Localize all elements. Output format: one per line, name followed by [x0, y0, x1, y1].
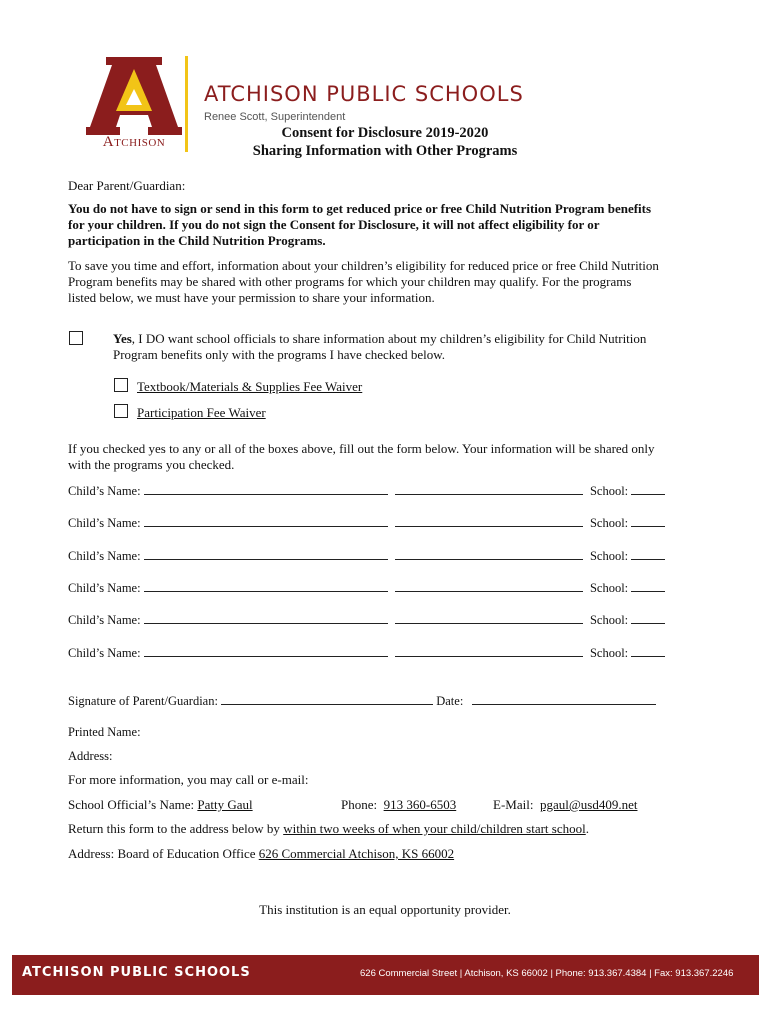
phone-label: Phone:	[341, 797, 378, 812]
school-field[interactable]	[631, 611, 665, 624]
child-row-3	[68, 547, 668, 564]
more-info-text: For more information, you may call or e-mail:	[68, 772, 309, 787]
instruction-line-2: with the programs you checked.	[68, 457, 235, 472]
child-name-field[interactable]	[144, 514, 388, 527]
email-label: E-Mail:	[493, 797, 534, 812]
email-row	[493, 797, 637, 814]
child-name-field[interactable]	[144, 644, 388, 657]
date-label: Date:	[436, 694, 464, 708]
school-label: School:	[589, 646, 629, 660]
intro-line-3: listed below, we must have your permission to share your information.	[68, 290, 435, 305]
consent-checkbox[interactable]	[69, 331, 83, 345]
intro-line-2: Program benefits may be shared with other programs for which your children may qualify. For the programs	[68, 274, 632, 289]
child-name-label: Child’s Name:	[68, 549, 141, 563]
form-subtitle: Sharing Information with Other Programs	[252, 143, 518, 159]
notice-line-3: participation in the Child Nutrition Programs.	[68, 233, 326, 248]
salutation: Dear Parent/Guardian:	[68, 178, 186, 193]
official-name: Patty Gaul	[197, 797, 253, 812]
child-extra-field[interactable]	[395, 579, 583, 592]
child-extra-field[interactable]	[395, 611, 583, 624]
school-field[interactable]	[631, 547, 665, 560]
address-link: 626 Commercial Atchison, KS 66002	[258, 846, 455, 861]
participation-waiver-checkbox[interactable]	[114, 404, 128, 418]
child-row-4	[68, 579, 668, 596]
superintendent: Renee Scott, Superintendent	[204, 111, 346, 123]
school-label: School:	[589, 581, 629, 595]
logo-caption: Atchison	[102, 134, 166, 150]
notice-line-1: You do not have to sign or send in this form to get reduced price or free Child Nutrition Program benefits	[68, 201, 652, 216]
email-link[interactable]: pgaul@usd409.net	[539, 797, 638, 812]
address-prefix: Address: Board of Education Office	[68, 846, 259, 861]
child-row-6	[68, 644, 668, 661]
notice-line-2: for your children. If you do not sign the Consent for Disclosure, it will not affect eligibility for or	[68, 217, 600, 232]
child-row-2	[68, 514, 668, 531]
school-label: School:	[589, 613, 629, 627]
date-field[interactable]	[472, 692, 656, 705]
child-name-field[interactable]	[144, 611, 388, 624]
official-label	[68, 797, 253, 814]
consent-line-1	[113, 331, 646, 348]
return-suffix: .	[585, 821, 589, 836]
child-name-field[interactable]	[144, 547, 388, 560]
child-name-label: Child’s Name:	[68, 613, 141, 627]
child-name-label: Child’s Name:	[68, 516, 141, 530]
equal-opportunity: This institution is an equal opportunity provider.	[259, 902, 511, 917]
school-field[interactable]	[631, 579, 665, 592]
school-label: School:	[589, 516, 629, 530]
child-extra-field[interactable]	[395, 547, 583, 560]
child-extra-field[interactable]	[395, 644, 583, 657]
child-name-field[interactable]	[144, 579, 388, 592]
child-name-label: Child’s Name:	[68, 646, 141, 660]
school-field[interactable]	[631, 482, 665, 495]
textbook-waiver-label: Textbook/Materials & Supplies Fee Waiver	[137, 379, 363, 394]
return-instruction	[68, 821, 589, 838]
instruction-line-1: If you checked yes to any or all of the boxes above, fill out the form below. Your information will be shared only	[68, 441, 655, 456]
official-label-text: School Official’s Name:	[68, 797, 195, 812]
footer-org-name: ATCHISON PUBLIC SCHOOLS	[22, 965, 251, 980]
intro-line-1: To save you time and effort, information about your children’s eligibility for reduced price or free Child Nutrition	[68, 258, 659, 273]
return-deadline: within two weeks of when your child/children start school	[283, 821, 586, 836]
child-extra-field[interactable]	[395, 514, 583, 527]
child-row-1	[68, 482, 668, 499]
footer-contact: 626 Commercial Street | Atchison, KS 66002 | Phone: 913.367.4384 | Fax: 913.367.2246	[360, 968, 734, 979]
consent-line-2: Program benefits only with the programs I have checked below.	[113, 347, 446, 362]
child-extra-field[interactable]	[395, 482, 583, 495]
org-name: ATCHISON PUBLIC SCHOOLS	[204, 82, 524, 106]
child-row-5	[68, 611, 668, 628]
child-name-field[interactable]	[144, 482, 388, 495]
signature-label: Signature of Parent/Guardian:	[68, 694, 218, 708]
participation-waiver-label: Participation Fee Waiver	[137, 405, 266, 420]
phone-link[interactable]: 913 360-6503	[383, 797, 457, 812]
child-name-label: Child’s Name:	[68, 581, 141, 595]
return-prefix: Return this form to the address below by	[68, 821, 284, 836]
address-line	[68, 846, 454, 863]
consent-line-1-text: , I DO want school officials to share information about my children’s eligibility for Child Nutrition	[131, 331, 647, 346]
school-label: School:	[589, 484, 629, 498]
textbook-waiver-checkbox[interactable]	[114, 378, 128, 392]
signature-field[interactable]	[221, 692, 433, 705]
consent-yes: Yes	[113, 331, 132, 346]
signature-row	[68, 692, 688, 709]
child-name-label: Child’s Name:	[68, 484, 141, 498]
school-field[interactable]	[631, 644, 665, 657]
phone-row	[341, 797, 456, 814]
school-field[interactable]	[631, 514, 665, 527]
address-label: Address:	[68, 749, 113, 763]
school-label: School:	[589, 549, 629, 563]
form-title: Consent for Disclosure 2019-2020	[281, 125, 489, 141]
printed-name-label: Printed Name:	[68, 725, 141, 739]
